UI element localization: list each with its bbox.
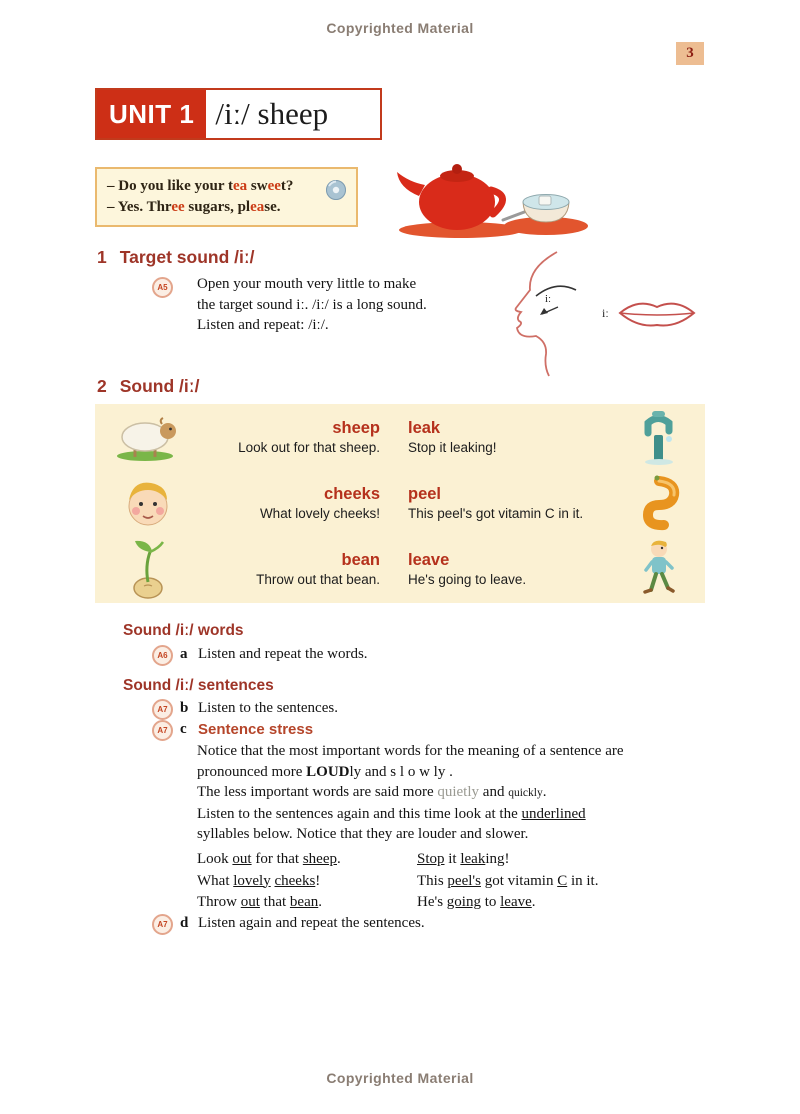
stress-sentence: He's going to leave.: [417, 894, 536, 911]
audio-badge-a7-c: A7: [152, 720, 173, 741]
unit-title: /iː/ sheep: [215, 96, 329, 131]
dialogue-line-1: – Do you like your tea sweet?: [107, 178, 294, 194]
lips-illustration: [620, 304, 694, 326]
paragraph-line: pronounced more LOUDly and s l o w ly .: [197, 763, 453, 780]
example-sentence: He's going to leave.: [408, 572, 527, 587]
item-text: Listen to the sentences.: [198, 700, 338, 716]
target-word: leak: [408, 419, 441, 437]
target-word: peel: [408, 485, 442, 503]
panel-row-3: [95, 536, 705, 602]
item-d: [152, 914, 425, 935]
stress-sentence: Throw out that bean.: [197, 894, 322, 911]
target-word: bean: [341, 551, 380, 569]
section-1-text: [197, 274, 487, 336]
bean-sprout-illustration: [95, 538, 200, 600]
item-a: [152, 645, 368, 666]
section-1-line-2: the target sound iː. /iː/ is a long sound.: [197, 296, 427, 313]
section-2-title: Sound /iː/: [119, 376, 200, 396]
paragraph-line: The less important words are said more quietly and quickly.: [197, 784, 547, 801]
target-word: cheeks: [324, 485, 380, 503]
dialogue-line-2: – Yes. Three sugars, please.: [107, 199, 281, 215]
example-sentence: This peel's got vitamin C in it.: [408, 506, 584, 521]
panel-row-2: [95, 470, 705, 536]
item-letter: b: [180, 700, 189, 716]
teapot-illustration: [383, 146, 595, 240]
walking-boy-illustration: [613, 538, 705, 600]
mouth-diagram: [452, 250, 700, 378]
stress-sentence: Stop it leaking!: [417, 851, 510, 867]
word-block-leave: [408, 549, 613, 589]
dialogue-box: [95, 167, 358, 227]
audio-badge-a5: A5: [152, 277, 173, 298]
paragraph-line: Listen to the sentences again and this time look at the underlined: [197, 805, 586, 822]
stress-explanation-paragraph: [197, 741, 712, 845]
unit-banner: [95, 88, 382, 140]
word-block-leak: [408, 417, 613, 457]
word-block-sheep: [200, 417, 380, 457]
boy-face-illustration: [95, 476, 200, 530]
copyright-notice-bottom: Copyrighted Material: [326, 1070, 474, 1086]
paragraph-line: syllables below. Notice that they are louder and slower.: [197, 826, 529, 843]
stress-sentences-left: [197, 849, 341, 914]
example-sentence: Throw out that bean.: [256, 572, 380, 587]
cd-icon: [325, 179, 347, 201]
item-c: [152, 720, 313, 741]
item-text: Listen and repeat the words.: [198, 646, 368, 662]
stress-sentences-right: [417, 849, 598, 914]
example-sentence: Look out for that sheep.: [238, 440, 380, 455]
tongue-position-label: iː: [545, 293, 552, 305]
stress-sentence: Look out for that sheep.: [197, 851, 341, 867]
audio-badge-a7-b: A7: [152, 699, 173, 720]
item-b: [152, 699, 338, 720]
audio-badge-a6: A6: [152, 645, 173, 666]
section-1-title: Target sound /iː/: [119, 247, 255, 267]
words-subheading: Sound /iː/ words: [123, 622, 244, 639]
section-1-line-1: Open your mouth very little to make: [197, 276, 417, 292]
unit-label: UNIT 1: [97, 90, 206, 138]
section-2-number: 2: [97, 376, 107, 396]
example-sentence: What lovely cheeks!: [259, 506, 380, 521]
stress-sentence: This peel's got vitamin C in it.: [417, 872, 599, 889]
sheep-illustration: [95, 412, 200, 462]
copyright-notice-top: Copyrighted Material: [326, 20, 474, 36]
sentence-stress-title: Sentence stress: [198, 721, 314, 738]
item-letter: d: [180, 915, 189, 931]
section-2-heading: [97, 376, 199, 397]
target-word: leave: [408, 551, 450, 569]
section-1-heading: [97, 247, 255, 268]
lips-label: iː: [602, 306, 609, 320]
orange-peel-illustration: [613, 474, 705, 532]
sound-examples-panel: [95, 404, 705, 603]
stress-sentence: What lovely cheeks!: [197, 872, 321, 889]
word-block-bean: [200, 549, 380, 589]
word-block-peel: [408, 483, 613, 523]
example-sentence: Stop it leaking!: [408, 440, 497, 455]
section-1-line-3: Listen and repeat: /iː/.: [197, 317, 329, 333]
word-block-cheeks: [200, 483, 380, 523]
audio-badge-a7-d: A7: [152, 914, 173, 935]
panel-row-1: [95, 404, 705, 470]
section-1-number: 1: [97, 247, 107, 267]
target-word: sheep: [332, 419, 380, 437]
page-number: 3: [676, 42, 704, 65]
paragraph-line: Notice that the most important words for the meaning of a sentence are: [197, 743, 624, 759]
item-text: Listen again and repeat the sentences.: [198, 915, 425, 931]
item-letter: a: [180, 646, 188, 662]
faucet-illustration: [613, 409, 705, 465]
sentences-subheading: Sound /iː/ sentences: [123, 677, 274, 694]
item-letter: c: [180, 721, 187, 737]
